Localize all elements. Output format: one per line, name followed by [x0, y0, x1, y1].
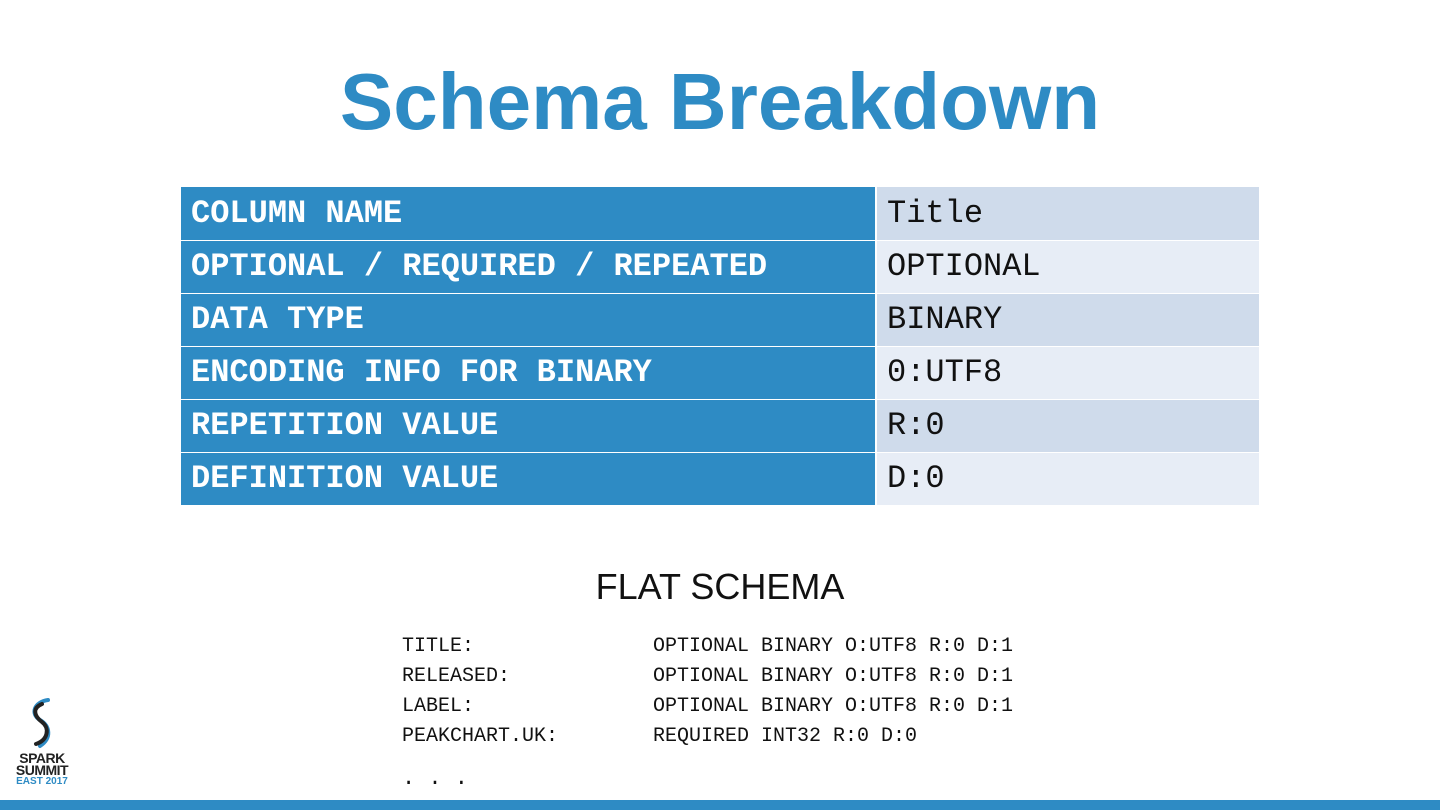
- list-item: [402, 662, 1013, 692]
- logo-text-event: EAST 2017: [16, 776, 68, 787]
- flat-schema-listing: [402, 632, 1013, 752]
- row-field-name: DATA TYPE: [181, 293, 876, 346]
- schema-field-definition: OPTIONAL BINARY O:UTF8 R:0 D:1: [653, 665, 1014, 688]
- row-field-value: BINARY: [876, 293, 1259, 346]
- row-field-name: COLUMN NAME: [181, 187, 876, 240]
- schema-field-name: LABEL:: [402, 695, 475, 718]
- schema-breakdown-table: [181, 187, 1259, 506]
- table-row: [181, 240, 1259, 293]
- row-field-name: ENCODING INFO FOR BINARY: [181, 346, 876, 399]
- table-row: [181, 452, 1259, 505]
- row-field-name: DEFINITION VALUE: [181, 452, 876, 505]
- schema-field-definition: OPTIONAL BINARY O:UTF8 R:0 D:1: [653, 635, 1014, 658]
- list-item: [402, 632, 1013, 662]
- schema-field-name: TITLE:: [402, 635, 475, 658]
- bottom-accent-bar: [0, 800, 1440, 810]
- flat-schema-heading: FLAT SCHEMA: [595, 566, 845, 607]
- row-field-value: D:0: [876, 452, 1259, 505]
- continuation-ellipsis: . . .: [402, 766, 469, 791]
- table-row: [181, 399, 1259, 452]
- schema-field-definition: REQUIRED INT32 R:0 D:0: [653, 725, 918, 748]
- spark-swirl-icon: [22, 696, 62, 752]
- logo-text-spark: SPARK: [19, 750, 65, 766]
- row-field-name: REPETITION VALUE: [181, 399, 876, 452]
- schema-field-name: RELEASED:: [402, 665, 511, 688]
- spark-summit-logo: [10, 696, 74, 790]
- row-field-value: 0:UTF8: [876, 346, 1259, 399]
- row-field-value: R:0: [876, 399, 1259, 452]
- schema-field-name: PEAKCHART.UK:: [402, 725, 559, 748]
- table-row: [181, 346, 1259, 399]
- row-field-value: Title: [876, 187, 1259, 240]
- table-row: [181, 293, 1259, 346]
- list-item: [402, 692, 1013, 722]
- table-row: [181, 187, 1259, 240]
- schema-field-definition: OPTIONAL BINARY O:UTF8 R:0 D:1: [653, 695, 1014, 718]
- logo-text-summit: SUMMIT: [15, 762, 69, 778]
- list-item: [402, 722, 1013, 752]
- slide-title: Schema Breakdown: [339, 57, 1101, 146]
- row-field-value: OPTIONAL: [876, 240, 1259, 293]
- row-field-name: OPTIONAL / REQUIRED / REPEATED: [181, 240, 876, 293]
